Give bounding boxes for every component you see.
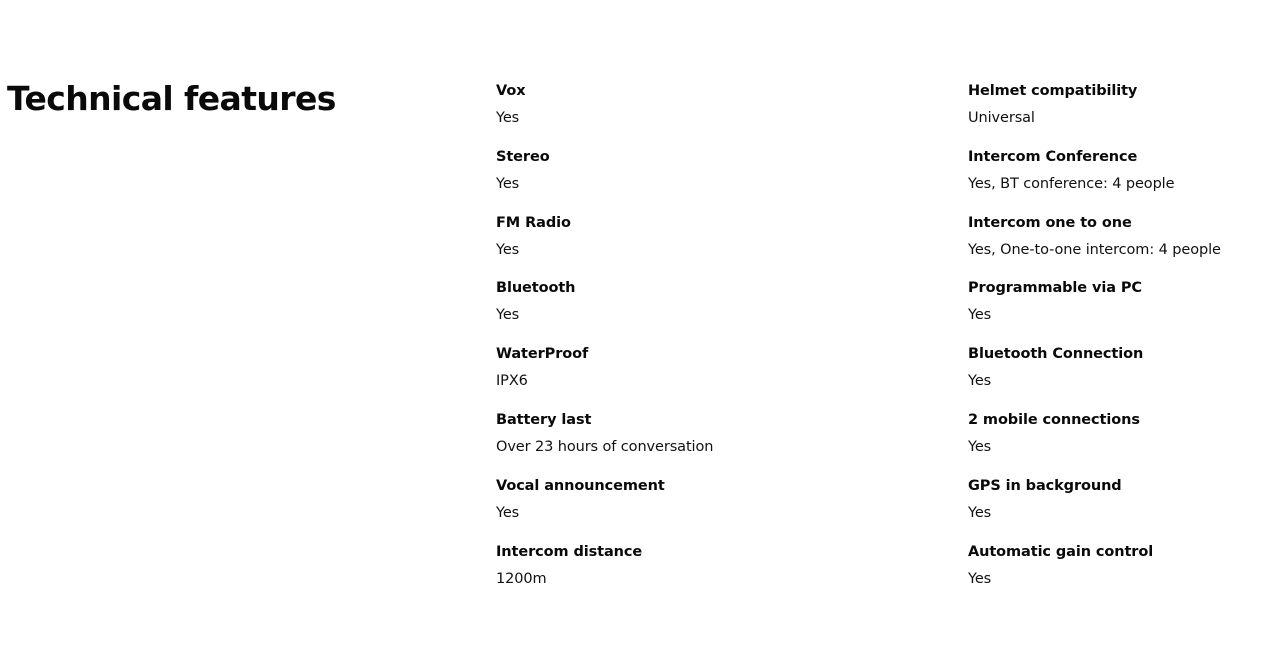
feature-value: Yes	[496, 504, 520, 521]
feature-value: Yes, BT conference: 4 people	[968, 175, 1175, 192]
feature-label: GPS in background	[968, 477, 1122, 494]
feature-stereo	[496, 144, 806, 210]
feature-label: Vocal announcement	[496, 477, 665, 494]
feature-label: Intercom distance	[496, 543, 643, 560]
feature-value: 1200m	[496, 570, 547, 587]
feature-battery-last	[496, 407, 806, 473]
feature-label: Stereo	[496, 148, 550, 165]
feature-label: Helmet compatibility	[968, 83, 1138, 99]
feature-label: Bluetooth	[496, 280, 576, 297]
feature-programmable-via-pc	[968, 275, 1278, 341]
feature-gps-in-background	[968, 473, 1278, 539]
feature-fm-radio	[496, 210, 806, 276]
feature-intercom-distance	[496, 539, 806, 605]
feature-value: Yes	[496, 110, 520, 126]
feature-mobile-connections	[968, 407, 1278, 473]
feature-label: Bluetooth Connection	[968, 346, 1144, 363]
feature-label: Intercom Conference	[968, 148, 1138, 165]
feature-label: WaterProof	[496, 346, 589, 363]
feature-vox	[496, 78, 806, 144]
feature-label: Programmable via PC	[968, 280, 1142, 297]
features-column-right	[968, 78, 1278, 604]
feature-intercom-one-to-one	[968, 210, 1278, 276]
feature-value: Yes	[968, 307, 992, 324]
feature-label: Battery last	[496, 411, 592, 428]
feature-value: Yes	[968, 570, 992, 587]
feature-value: Yes	[968, 504, 992, 521]
feature-value: Universal	[968, 110, 1035, 126]
feature-bluetooth	[496, 275, 806, 341]
feature-automatic-gain-control	[968, 539, 1278, 605]
feature-label: Automatic gain control	[968, 543, 1154, 560]
feature-label: FM Radio	[496, 214, 571, 231]
feature-value: Yes	[968, 438, 992, 455]
feature-label: 2 mobile connections	[968, 411, 1140, 428]
feature-value: Yes, One-to-one intercom: 4 people	[968, 241, 1221, 258]
feature-value: Yes	[496, 175, 520, 192]
feature-value: Yes	[496, 307, 520, 324]
feature-label: Intercom one to one	[968, 214, 1132, 231]
feature-value: Yes	[496, 241, 520, 258]
section-title: Technical features	[7, 79, 336, 118]
feature-bluetooth-connection	[968, 341, 1278, 407]
feature-value: Over 23 hours of conversation	[496, 438, 714, 455]
feature-label: Vox	[496, 83, 526, 99]
features-column-left	[496, 78, 806, 604]
feature-helmet-compatibility	[968, 78, 1278, 144]
feature-intercom-conference	[968, 144, 1278, 210]
feature-value: Yes	[968, 373, 992, 390]
feature-value: IPX6	[496, 373, 528, 390]
feature-vocal-announcement	[496, 473, 806, 539]
feature-waterproof	[496, 341, 806, 407]
